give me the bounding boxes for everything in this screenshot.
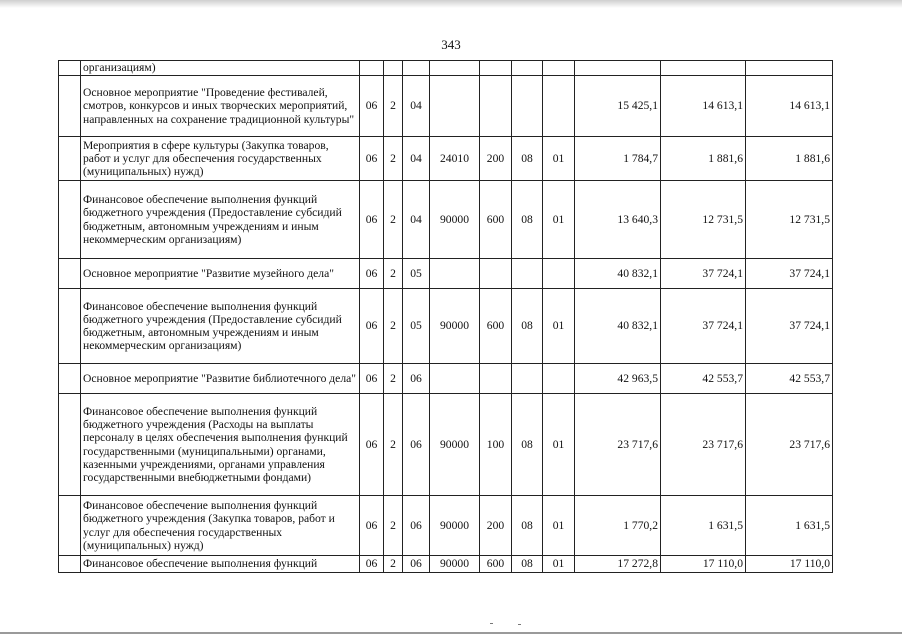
code-cell: 01 xyxy=(543,556,575,573)
code-cell xyxy=(430,364,480,394)
code-cell: 06 xyxy=(403,394,430,496)
code-cell: 08 xyxy=(512,556,543,573)
code-cell: 2 xyxy=(384,289,403,364)
code-cell: 06 xyxy=(360,364,384,394)
code-cell xyxy=(430,61,480,76)
code-cell: 08 xyxy=(512,289,543,364)
amount-cell: 23 717,6 xyxy=(575,394,661,496)
code-cell xyxy=(430,259,480,289)
table-row xyxy=(59,364,833,394)
code-cell: 100 xyxy=(480,394,512,496)
table-row xyxy=(59,259,833,289)
scan-bottom-rule xyxy=(0,632,902,634)
code-cell: 06 xyxy=(403,364,430,394)
code-cell xyxy=(480,76,512,137)
code-cell: 01 xyxy=(543,394,575,496)
code-cell: 2 xyxy=(384,556,403,573)
item-name-cell: Мероприятия в сфере культуры (Закупка товаров, работ и услуг для обеспечения государственных (муниципальных) нужд) xyxy=(81,137,360,181)
code-cell: 2 xyxy=(384,181,403,259)
amount-cell xyxy=(746,61,833,76)
code-cell: 06 xyxy=(403,496,430,556)
code-cell: 2 xyxy=(384,137,403,181)
amount-cell: 40 832,1 xyxy=(575,289,661,364)
page-number: 343 xyxy=(441,37,461,52)
code-cell: 06 xyxy=(360,496,384,556)
code-cell xyxy=(543,259,575,289)
table-row xyxy=(59,289,833,364)
scan-speck xyxy=(518,624,521,625)
amount-cell: 37 724,1 xyxy=(661,259,746,289)
code-cell: 06 xyxy=(403,556,430,573)
amount-cell: 37 724,1 xyxy=(746,259,833,289)
code-cell: 08 xyxy=(512,181,543,259)
item-name-cell: Финансовое обеспечение выполнения функций бюджетного учреждения (Предоставление субсидий бюджетным, автономным учреждениям и иным некоммерческим организациям) xyxy=(81,181,360,259)
row-number-cell xyxy=(59,289,81,364)
code-cell: 06 xyxy=(360,289,384,364)
code-cell xyxy=(543,61,575,76)
code-cell: 08 xyxy=(512,394,543,496)
table-row xyxy=(59,137,833,181)
amount-cell: 23 717,6 xyxy=(746,394,833,496)
item-name-cell: Основное мероприятие "Развитие музейного дела" xyxy=(81,259,360,289)
amount-cell xyxy=(575,61,661,76)
amount-cell: 42 963,5 xyxy=(575,364,661,394)
code-cell xyxy=(480,364,512,394)
item-name-cell: Основное мероприятие "Проведение фестивалей, смотров, конкурсов и иных творческих мероприятий, направленных на сохранение традиционной культуры" xyxy=(81,76,360,137)
code-cell: 600 xyxy=(480,181,512,259)
code-cell xyxy=(543,76,575,137)
amount-cell: 37 724,1 xyxy=(661,289,746,364)
amount-cell: 23 717,6 xyxy=(661,394,746,496)
code-cell: 2 xyxy=(384,76,403,137)
code-cell xyxy=(360,61,384,76)
amount-cell: 37 724,1 xyxy=(746,289,833,364)
amount-cell: 42 553,7 xyxy=(661,364,746,394)
code-cell: 04 xyxy=(403,76,430,137)
amount-cell: 12 731,5 xyxy=(746,181,833,259)
code-cell xyxy=(403,61,430,76)
row-number-cell xyxy=(59,259,81,289)
budget-table xyxy=(58,60,833,573)
amount-cell: 13 640,3 xyxy=(575,181,661,259)
code-cell: 06 xyxy=(360,181,384,259)
code-cell: 01 xyxy=(543,496,575,556)
code-cell: 01 xyxy=(543,289,575,364)
code-cell: 05 xyxy=(403,259,430,289)
code-cell xyxy=(480,259,512,289)
row-number-cell xyxy=(59,364,81,394)
amount-cell: 1 881,6 xyxy=(661,137,746,181)
code-cell: 90000 xyxy=(430,289,480,364)
code-cell xyxy=(430,76,480,137)
code-cell: 06 xyxy=(360,556,384,573)
code-cell: 06 xyxy=(360,137,384,181)
table-row xyxy=(59,556,833,573)
code-cell: 05 xyxy=(403,289,430,364)
code-cell: 08 xyxy=(512,496,543,556)
code-cell: 04 xyxy=(403,137,430,181)
code-cell: 24010 xyxy=(430,137,480,181)
code-cell xyxy=(384,61,403,76)
amount-cell: 12 731,5 xyxy=(661,181,746,259)
amount-cell: 17 272,8 xyxy=(575,556,661,573)
amount-cell xyxy=(661,61,746,76)
table-row xyxy=(59,394,833,496)
amount-cell: 40 832,1 xyxy=(575,259,661,289)
table-row xyxy=(59,61,833,76)
amount-cell: 15 425,1 xyxy=(575,76,661,137)
code-cell: 90000 xyxy=(430,394,480,496)
item-name-cell: Финансовое обеспечение выполнения функций бюджетного учреждения (Расходы на выплаты персоналу в целях обеспечения выполнения функций государственными (муниципальными) органами, казенными учреждениями, органами управления государственными внебюджетными фондами) xyxy=(81,394,360,496)
table-row xyxy=(59,76,833,137)
code-cell: 90000 xyxy=(430,496,480,556)
code-cell: 200 xyxy=(480,496,512,556)
row-number-cell xyxy=(59,496,81,556)
amount-cell: 14 613,1 xyxy=(746,76,833,137)
row-number-cell xyxy=(59,137,81,181)
code-cell: 2 xyxy=(384,394,403,496)
code-cell xyxy=(512,364,543,394)
item-name-cell: Основное мероприятие "Развитие библиотечного дела" xyxy=(81,364,360,394)
amount-cell: 42 553,7 xyxy=(746,364,833,394)
scan-speck xyxy=(490,623,493,624)
amount-cell: 1 770,2 xyxy=(575,496,661,556)
row-number-cell xyxy=(59,556,81,573)
amount-cell: 1 881,6 xyxy=(746,137,833,181)
code-cell xyxy=(512,61,543,76)
amount-cell: 1 631,5 xyxy=(746,496,833,556)
code-cell: 01 xyxy=(543,181,575,259)
row-number-cell xyxy=(59,61,81,76)
code-cell: 08 xyxy=(512,137,543,181)
code-cell: 06 xyxy=(360,259,384,289)
table-row xyxy=(59,496,833,556)
code-cell: 06 xyxy=(360,76,384,137)
scan-top-edge xyxy=(0,0,902,8)
code-cell xyxy=(480,61,512,76)
table-row xyxy=(59,181,833,259)
code-cell: 01 xyxy=(543,137,575,181)
code-cell: 200 xyxy=(480,137,512,181)
code-cell: 2 xyxy=(384,496,403,556)
item-name-cell: Финансовое обеспечение выполнения функций бюджетного учреждения (Предоставление субсидий бюджетным, автономным учреждениям и иным некоммерческим организациям) xyxy=(81,289,360,364)
amount-cell: 17 110,0 xyxy=(661,556,746,573)
item-name-cell: Финансовое обеспечение выполнения функций бюджетного учреждения (Закупка товаров, работ и услуг для обеспечения государственных (муниципальных) нужд) xyxy=(81,496,360,556)
code-cell: 600 xyxy=(480,289,512,364)
code-cell: 04 xyxy=(403,181,430,259)
amount-cell: 14 613,1 xyxy=(661,76,746,137)
code-cell xyxy=(512,76,543,137)
row-number-cell xyxy=(59,76,81,137)
row-number-cell xyxy=(59,181,81,259)
amount-cell: 1 631,5 xyxy=(661,496,746,556)
amount-cell: 17 110,0 xyxy=(746,556,833,573)
code-cell: 2 xyxy=(384,259,403,289)
code-cell: 600 xyxy=(480,556,512,573)
code-cell xyxy=(543,364,575,394)
code-cell: 90000 xyxy=(430,556,480,573)
code-cell xyxy=(512,259,543,289)
item-name-cell: организациям) xyxy=(81,61,360,76)
row-number-cell xyxy=(59,394,81,496)
amount-cell: 1 784,7 xyxy=(575,137,661,181)
code-cell: 90000 xyxy=(430,181,480,259)
code-cell: 2 xyxy=(384,364,403,394)
code-cell: 06 xyxy=(360,394,384,496)
item-name-cell: Финансовое обеспечение выполнения функций xyxy=(81,556,360,573)
